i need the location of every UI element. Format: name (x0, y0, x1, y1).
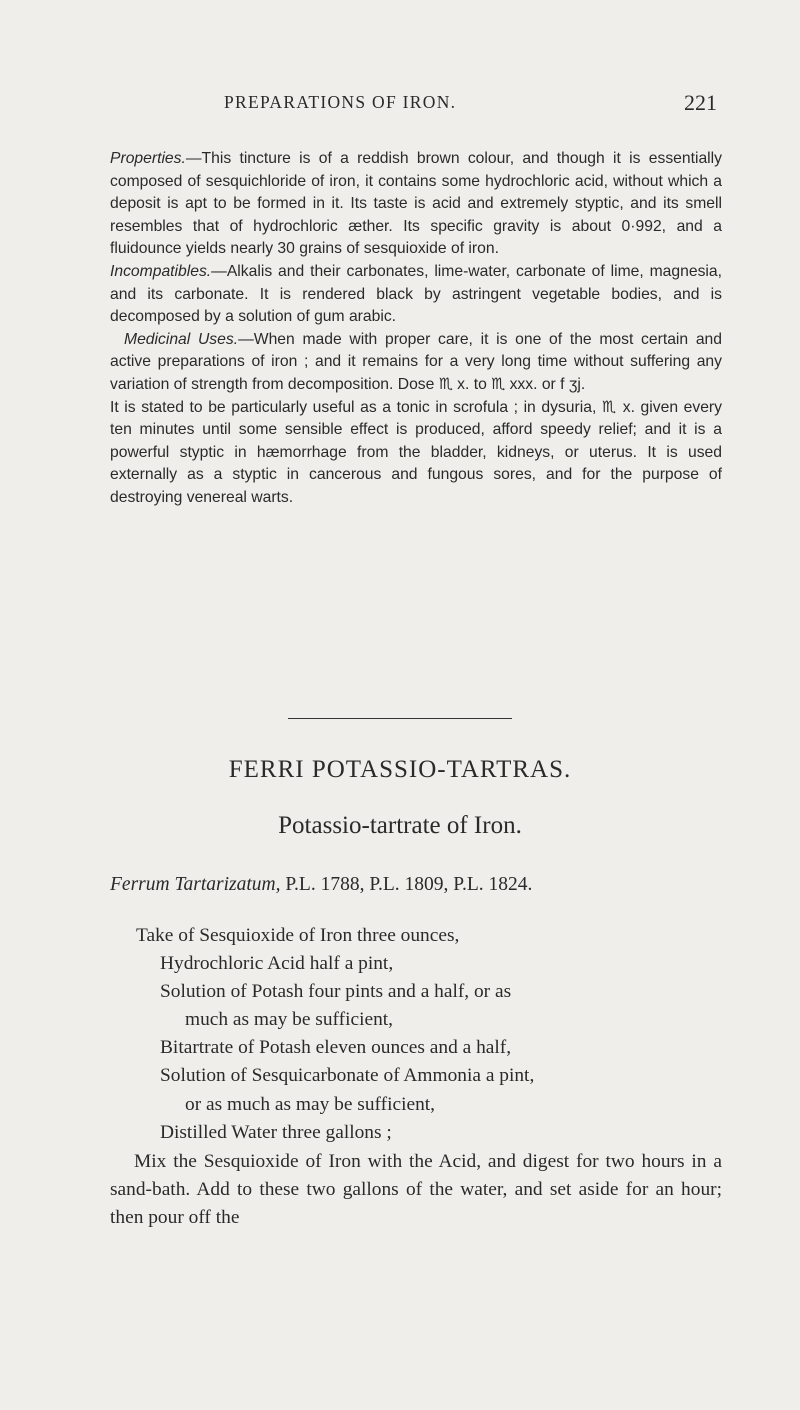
incompatibles-label: Incompatibles. (110, 262, 212, 280)
running-title: PREPARATIONS OF IRON. (224, 92, 457, 112)
recipe-line: Take of Sesquioxide of Iron three ounces, (136, 925, 460, 946)
medicinal-uses-label: Medicinal Uses. (124, 330, 239, 348)
recipe-line: Hydrochloric Acid half a pint, (160, 953, 394, 975)
section-subheading: Potassio-tartrate of Iron. (278, 812, 522, 839)
page-header (0, 92, 800, 122)
recipe (110, 922, 722, 1232)
monograph-continuation (110, 148, 722, 510)
medicinal-uses-text: —When made with proper care, it is one of the most certain and active preparations of iron ; and it remains for a very long time without suffering any variation of strength from decomposition. Dose ♏ x. to ♏ xxx. or f ʒj. (110, 330, 722, 393)
recipe-line: Solution of Sesquicarbonate of Ammonia a pint, (160, 1065, 535, 1087)
synonym-name: Ferrum Tartarizatum, (110, 874, 281, 895)
medicinal-uses-paragraph (110, 329, 722, 397)
section-heading: FERRI POTASSIO-TARTRAS. (228, 756, 572, 783)
synonyms-line (110, 874, 730, 896)
uses-continued-paragraph: It is stated to be particularly useful as a tonic in scrofula ; in dysuria, ♏ x. given every ten minutes until some sensible effect is produced, afford speedy relief; and it is a powerful styptic in hæmorrhage from the bladder, kidneys, or uterus. It is used externally as a styptic in cancerous and fungous sores, and for the purpose of destroying venereal warts. (110, 398, 722, 506)
properties-text: —This tincture is of a reddish brown colour, and though it is essentially composed of sesquichloride of iron, it contains some hydrochloric acid, without which a deposit is apt to be formed in it. Its taste is acid and extremely styptic, and its smell resembles that of hydrochloric æther. Its specific gravity is about 0·992, and a fluidounce yields nearly 30 grains of sesquioxide of iron. (110, 150, 722, 258)
recipe-line: much as may be sufficient, (185, 1009, 394, 1031)
recipe-line: Solution of Potash four pints and a half, or as (160, 981, 512, 1003)
incompatibles-paragraph (110, 261, 722, 329)
recipe-instructions: Mix the Sesquioxide of Iron with the Acid, and digest for two hours in a sand-bath. Add to these two gallons of the water, and set aside for an hour; then pour off the (110, 1150, 722, 1228)
page-number: 221 (684, 90, 717, 115)
recipe-line: Distilled Water three gallons ; (160, 1121, 392, 1143)
properties-paragraph (110, 148, 722, 261)
properties-label: Properties. (110, 150, 186, 167)
recipe-line: Bitartrate of Potash eleven ounces and a half, (160, 1037, 512, 1059)
synonym-refs: P.L. 1788, P.L. 1809, P.L. 1824. (280, 874, 533, 895)
recipe-line: or as much as may be sufficient, (185, 1093, 436, 1115)
incompatibles-text: —Alkalis and their carbonates, lime-water, carbonate of lime, magnesia, and its carbonate. It is rendered black by astringent vegetable bodies, and is decomposed by a solution of gum arabic. (110, 262, 722, 326)
section-divider (288, 718, 512, 719)
